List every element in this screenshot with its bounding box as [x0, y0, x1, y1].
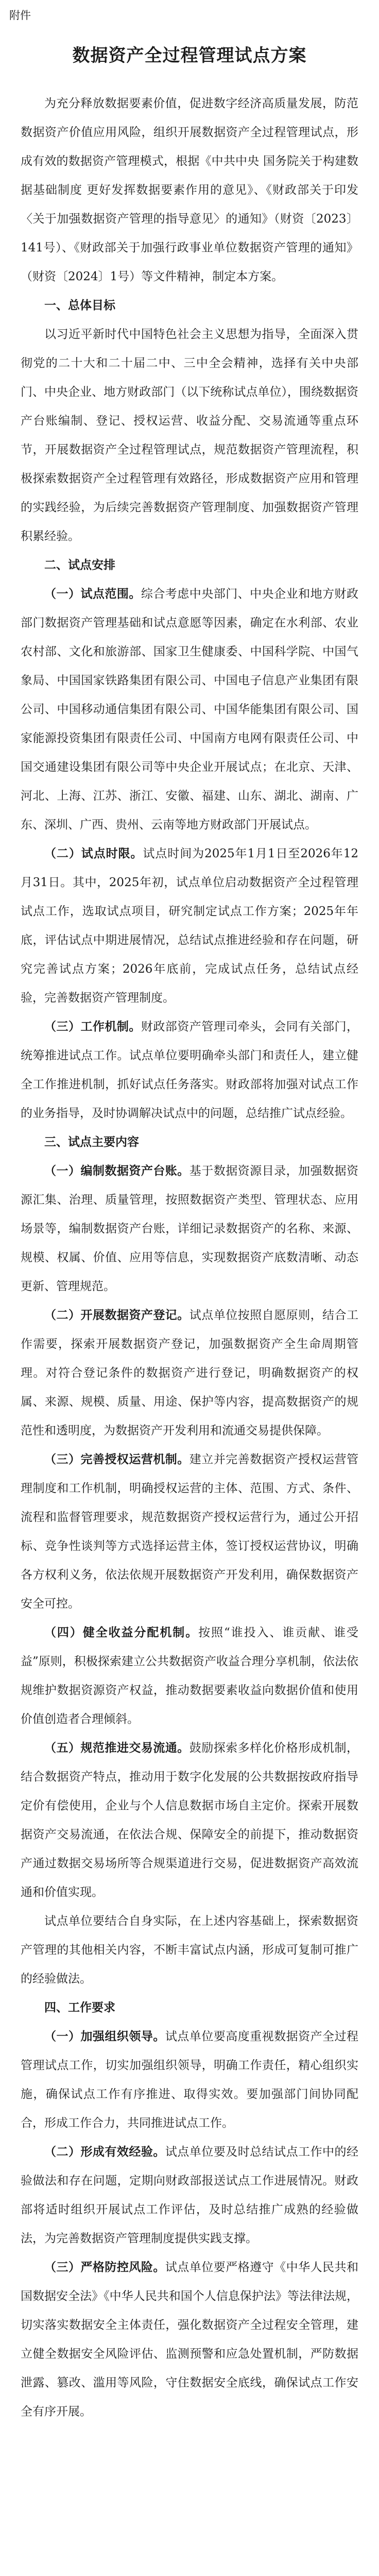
subsection-paragraph: [21, 2022, 358, 2138]
subsection-paragraph: [21, 1012, 358, 1128]
subsection-heading: （一）加强组织领导。: [44, 2029, 165, 2043]
subsection-heading: （三）工作机制。: [44, 1020, 141, 1033]
subsection-paragraph: [21, 1734, 358, 1907]
subsection-text: 试点单位按照自愿原则，结合工作需要，探索开展数据资产登记，加强数据资产全生命周期管理。对符合登记条件的数据资产进行登记，明确数据资产的权属、来源、规模、质量、用途、保护等内容，提高数据资产的规范性和透明度，为数据资产开发利用和流通交易提供保障。: [21, 1309, 359, 1437]
attachment-label: 附件: [9, 9, 31, 22]
subsection-heading: （二）试点时限。: [44, 846, 143, 860]
subsection-text: 基于数据资源目录，加强数据资源汇集、治理、质量管理，按照数据资产类型、管理状态、应用场景等，编制数据资产台账，详细记录数据资产的名称、来源、规模、权属、价值、应用等信息，实现数据资产底数清晰、动态更新、管理规范。: [21, 1164, 359, 1293]
subsection-paragraph: [21, 580, 358, 839]
subsection-text: 试点单位要高度重视数据资产全过程管理试点工作，切实加强组织领导，明确工作责任，精心组织实施，确保试点工作有序推进、取得实效。要加强部门间协同配合，形成工作合力，共同推进试点工作。: [21, 2030, 359, 2130]
subsection-paragraph: [21, 1445, 358, 1618]
section-heading: 一、总体目标: [44, 299, 115, 312]
subsection-text: 试点单位要及时总结试点工作中的经验做法和存在问题，定期向财政部报送试点工作进展情况。财政部将适时组织开展试点工作评估，及时总结推广成熟的经验做法，为完善数据资产管理制度提供实践支撑。: [21, 2145, 359, 2245]
subsection-heading: （四）健全收益分配机制。: [44, 1625, 199, 1639]
section-heading: 二、试点安排: [44, 558, 115, 572]
subsection-text: 财政部资产管理司牵头，会同有关部门，统筹推进试点工作。试点单位要明确牵头部门和责任人，建立健全工作推进机制，抓好试点任务落实。财政部将加强对试点工作的业务指导，及时协调解决试点中的问题，总结推广试点经验。: [21, 1020, 359, 1120]
subsection-heading: （五）规范推进交易流通。: [44, 1741, 190, 1755]
subsection-text: 建立并完善数据资产授权运营管理制度和工作机制，明确授权运营的主体、范围、方式、条件、流程和监督管理要求，规范数据资产授权运营行为，通过公开招标、竞争性谈判等方式选择运营主体，签订授权运营协议，明确各方权利义务，依法依规开展数据资产开发利用，确保数据资产安全可控。: [21, 1453, 359, 1611]
subsection-paragraph: [21, 2253, 358, 2426]
subsection-heading: （二）开展数据资产登记。: [44, 1308, 190, 1322]
subsection-text: 按照“谁投入、谁贡献、谁受益”原则，积极探索建立公共数据资产收益合理分享机制，依法依规维护数据资源资产权益，推动数据要素收益向数据价值和使用价值创造者合理倾斜。: [21, 1626, 359, 1726]
subsection-paragraph: [21, 1301, 358, 1445]
subsection-heading: （二）形成有效经验。: [44, 2145, 165, 2159]
section-heading: 四、工作要求: [44, 2001, 115, 2014]
subsection-paragraph: [21, 1157, 358, 1301]
subsection-heading: （三）完善授权运营机制。: [44, 1452, 190, 1466]
document-body: [21, 89, 358, 2426]
subsection-text: 试点单位要严格遵守《中华人民共和国数据安全法》《中华人民共和国个人信息保护法》等法律法规，切实落实数据安全主体责任，强化数据资产全过程安全管理，建立健全数据安全风险评估、监测预警和应急处置机制，严防数据泄露、篡改、滥用等风险，守住数据安全底线，确保试点工作安全有序开展。: [21, 2261, 359, 2418]
body-paragraph: 试点单位要结合自身实际，在上述内容基础上，探索数据资产管理的其他相关内容，不断丰富试点内涵，形成可复制可推广的经验做法。: [21, 1914, 358, 1986]
subsection-heading: （一）编制数据资产台账。: [44, 1164, 190, 1178]
subsection-paragraph: [21, 2138, 358, 2253]
subsection-text: 综合考虑中央部门、中央企业和地方财政部门数据资产管理基础和试点意愿等因素，确定在水利部、农业农村部、文化和旅游部、国家卫生健康委、中国科学院、中国气象局、中国国家铁路集团有限公司、中国电子信息产业集团有限公司、中国移动通信集团有限公司、中国华能集团有限公司、国家能源投资集团有限责任公司、中国南方电网有限责任公司、中国交通建设集团有限公司等中央企业开展试点；在北京、天津、河北、上海、江苏、浙江、安徽、福建、山东、湖北、湖南、广东、深圳、广西、贵州、云南等地方财政部门开展试点。: [21, 587, 359, 832]
subsection-text: 鼓励探索多样化价格形成机制，结合数据资产特点，推动用于数字化发展的公共数据按政府指导定价有偿使用，企业与个人信息数据市场自主定价。探索开展数据资产交易流通，在依法合规、保障安全的前提下，推动数据资产通过数据交易场所等合规渠道进行交易，促进数据资产高效流通和价值实现。: [21, 1741, 359, 1899]
body-paragraph: 以习近平新时代中国特色社会主义思想为指导，全面深入贯彻党的二十大和二十届二中、三中全会精神，选择有关中央部门、中央企业、地方财政部门（以下统称试点单位），围绕数据资产台账编制、登记、授权运营、收益分配、交易流通等重点环节，开展数据资产全过程管理试点，规范数据资产管理流程，积极探索数据资产全过程管理有效路径，形成数据资产应用和管理的实践经验，为后续完善数据资产管理制度、加强数据资产管理积累经验。: [21, 328, 358, 543]
subsection-heading: （三）严格防控风险。: [44, 2260, 165, 2274]
subsection-paragraph: [21, 1618, 358, 1734]
subsection-heading: （一）试点范围。: [44, 587, 141, 601]
body-paragraph: 为充分释放数据要素价值，促进数字经济高质量发展，防范数据资产价值应用风险，组织开展数据资产全过程管理试点，形成有效的数据资产管理模式，根据《中共中央 国务院关于构建数据基础制度 更好发挥数据要素作用的意见》、《财政部关于印发〈关于加强数据资产管理的指导意见〉的通知》（财资〔2023〕141号）、《财政部关于加强行政事业单位数据资产管理的通知》（财资〔2024〕1号）等文件精神，制定本方案。: [21, 97, 358, 283]
section-heading: 三、试点主要内容: [44, 1136, 139, 1149]
document-title: 数据资产全过程管理试点方案: [72, 45, 307, 66]
subsection-text: 试点时间为2025年1月1日至2026年12月31日。其中，2025年初，试点单位启动数据资产全过程管理试点工作，选取试点项目，研究制定试点工作方案；2025年年底，评估试点中期进展情况，总结试点推进经验和存在问题，研究完善试点方案；2026年底前，完成试点任务，总结试点经验，完善数据资产管理制度。: [21, 847, 358, 1005]
subsection-paragraph: [21, 839, 358, 1012]
